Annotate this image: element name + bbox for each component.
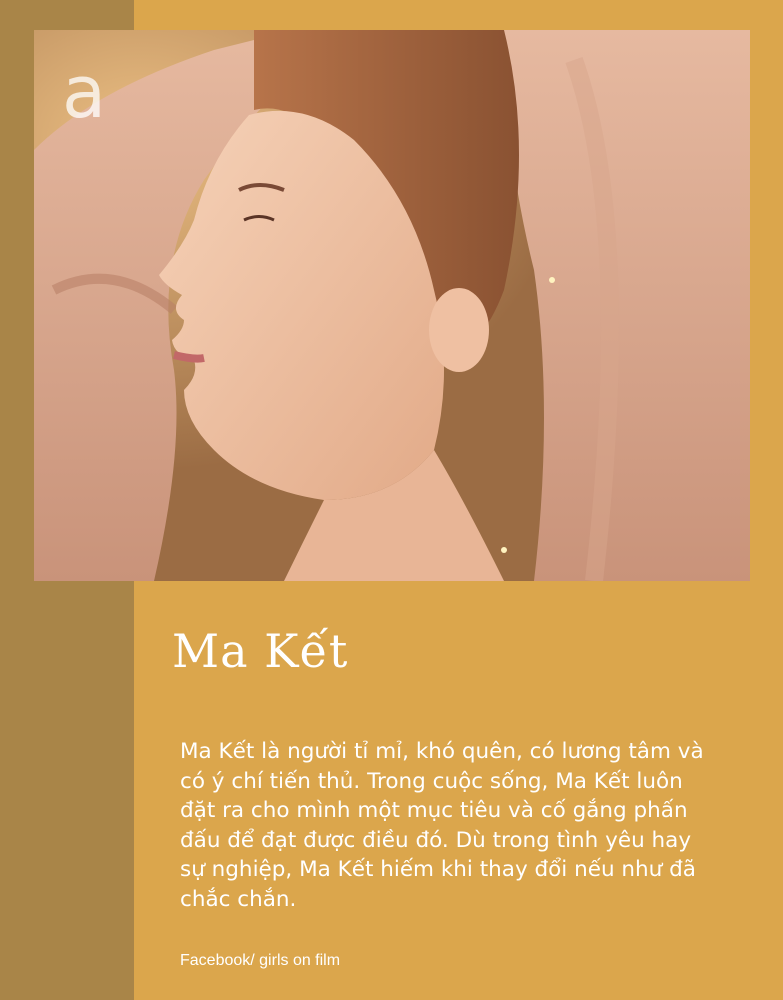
page-title: Ma Kết (172, 624, 349, 678)
svg-text:a: a (62, 52, 107, 134)
description-paragraph: Ma Kết là người tỉ mỉ, khó quên, có lương tâm và có ý chí tiến thủ. Trong cuộc sống, Ma Kết luôn đặt ra cho mình một mục tiêu và cố gắng phấn đấu để đạt được điều đó. Dù trong tình yêu hay sự nghiệp, Ma Kết hiếm khi thay đổi nếu như đã chắc chắn. (180, 739, 704, 912)
photo-credit: Facebook/ girls on film (180, 952, 341, 969)
magazine-logo-icon (52, 52, 142, 142)
